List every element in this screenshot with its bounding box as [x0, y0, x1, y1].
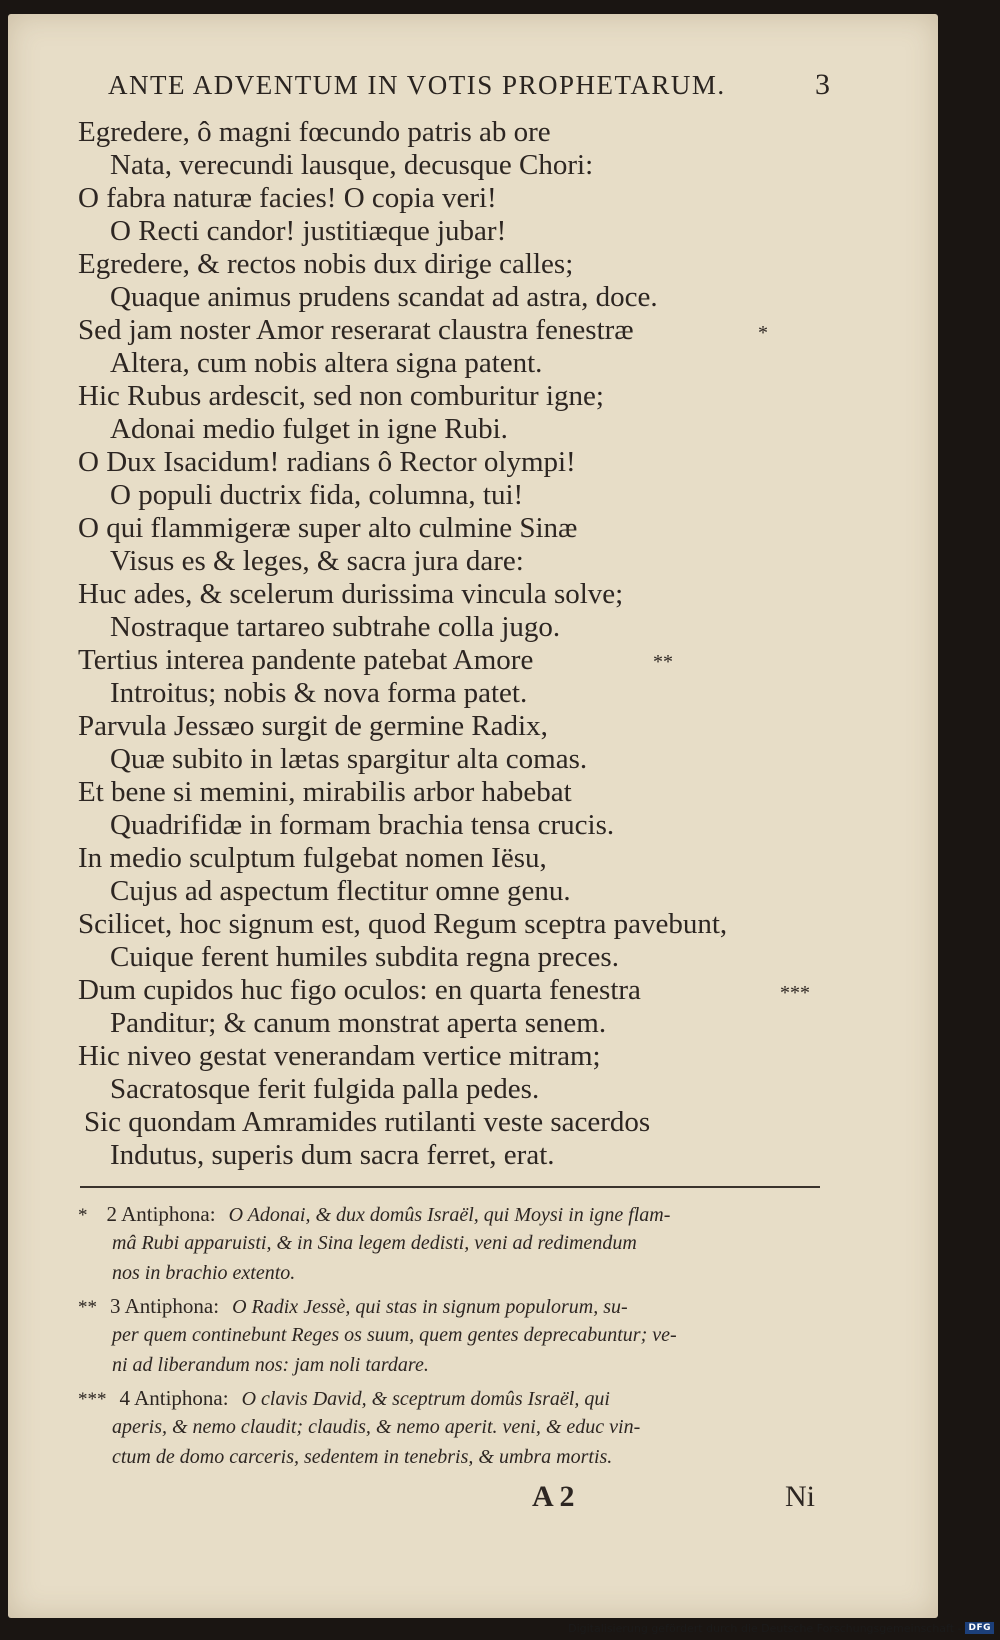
poem-line: Panditur; & canum monstrat aperta senem.: [110, 1007, 607, 1039]
poem-line: Hic niveo gestat venerandam vertice mitram;: [78, 1040, 601, 1072]
footnote-first-line: [78, 1386, 610, 1411]
footnote-divider: [80, 1186, 820, 1188]
footnote-mark: *: [78, 1205, 88, 1226]
poem-line: In medio sculptum fulgebat nomen Iësu,: [78, 842, 547, 874]
poem-line: Cujus ad aspectum flectitur omne genu.: [110, 875, 571, 907]
footnote-text: nos in brachio extento.: [112, 1262, 296, 1284]
footnote-heading: 3 Antiphona:: [110, 1294, 220, 1318]
running-title: ANTE ADVENTUM IN VOTIS PROPHETARUM.: [108, 70, 726, 100]
poem-line: Adonai medio fulget in igne Rubi.: [110, 413, 508, 445]
poem-line: Huc ades, & scelerum durissima vincula solve;: [78, 578, 624, 610]
footnote-text: O clavis David, & sceptrum domûs Israël, qui: [241, 1388, 610, 1410]
poem-line: Tertius interea pandente patebat Amore: [78, 644, 534, 676]
footnote-text: O Adonai, & dux domûs Israël, qui Moysi in igne flam-: [228, 1204, 671, 1226]
footnote-mark: ***: [78, 1389, 107, 1410]
poem-line: Quaque animus prudens scandat ad astra, doce.: [110, 281, 658, 313]
footnote-text: ni ad liberandum nos: jam noli tardare.: [112, 1354, 429, 1376]
footnote-first-line: [78, 1202, 670, 1227]
poem-line: Sic quondam Amramides rutilanti veste sacerdos: [84, 1106, 651, 1138]
poem-line: Dum cupidos huc figo oculos: en quarta fenestra: [78, 974, 641, 1006]
footnote-text: per quem continebunt Reges os suum, quem gentes deprecabuntur; ve-: [112, 1324, 677, 1346]
footnote-text: aperis, & nemo claudit; claudis, & nemo aperit. veni, & educ vin-: [112, 1416, 641, 1438]
footnote-marker: ***: [780, 982, 810, 1004]
footnote-heading: 2 Antiphona:: [106, 1202, 216, 1226]
digitization-credit: [568, 1620, 994, 1636]
footnote-text: ctum de domo carceris, sedentem in tenebris, & umbra mortis.: [112, 1446, 613, 1468]
catchword: Ni: [785, 1480, 815, 1513]
poem-line: Et bene si memini, mirabilis arbor habebat: [78, 776, 572, 808]
page-number: 3: [815, 68, 830, 101]
poem-line: Quæ subito in lætas spargitur alta comas.: [110, 743, 588, 775]
footnote-text: O Radix Jessè, qui stas in signum populorum, su-: [232, 1296, 628, 1318]
poem-line: Indutus, superis dum sacra ferret, erat.: [110, 1139, 555, 1171]
signature-mark: A 2: [532, 1480, 575, 1513]
poem-line: Sacratosque ferit fulgida palla pedes.: [110, 1073, 540, 1105]
poem-line: Nata, verecundi lausque, decusque Chori:: [110, 149, 594, 181]
poem-line: O fabra naturæ facies! O copia veri!: [78, 182, 497, 214]
poem-line: Egredere, ô magni fœcundo patris ab ore: [78, 116, 551, 148]
footnote-marker: *: [758, 322, 768, 344]
poem-line: O Recti candor! justitiæque jubar!: [110, 215, 507, 247]
footnote-first-line: [78, 1294, 628, 1319]
poem-line: Parvula Jessæo surgit de germine Radix,: [78, 710, 548, 742]
credit-text: Digitalisierung gefördert durch die Deutsche Forschungsgemeinschaft -: [568, 1621, 962, 1635]
footnote-marker: **: [653, 651, 673, 673]
poem-line: Visus es & leges, & sacra jura dare:: [110, 545, 524, 577]
footnote-mark: **: [78, 1297, 97, 1318]
poem-line: Hic Rubus ardescit, sed non comburitur igne;: [78, 380, 604, 412]
poem-line: Quadrifidæ in formam brachia tensa crucis.: [110, 809, 615, 841]
poem-line: O qui flammigeræ super alto culmine Sinæ: [78, 512, 578, 544]
poem-line: Introitus; nobis & nova forma patet.: [110, 677, 528, 709]
poem-line: Egredere, & rectos nobis dux dirige calles;: [78, 248, 574, 280]
poem-line: Altera, cum nobis altera signa patent.: [110, 347, 543, 379]
footnote-heading: 4 Antiphona:: [119, 1386, 229, 1410]
poem-line: O Dux Isacidum! radians ô Rector olympi!: [78, 446, 576, 478]
footnote-text: mâ Rubi apparuisti, & in Sina legem dedisti, veni ad redimendum: [112, 1232, 637, 1254]
poem-line: Nostraque tartareo subtrahe colla jugo.: [110, 611, 561, 643]
poem-line: Cuique ferent humiles subdita regna preces.: [110, 941, 619, 973]
poem-line: Sed jam noster Amor reserarat claustra fenestræ: [78, 314, 634, 346]
dfg-logo: DFG: [965, 1622, 994, 1634]
poem-line: O populi ductrix fida, columna, tui!: [110, 479, 524, 511]
poem-line: Scilicet, hoc signum est, quod Regum sceptra pavebunt,: [78, 908, 728, 940]
